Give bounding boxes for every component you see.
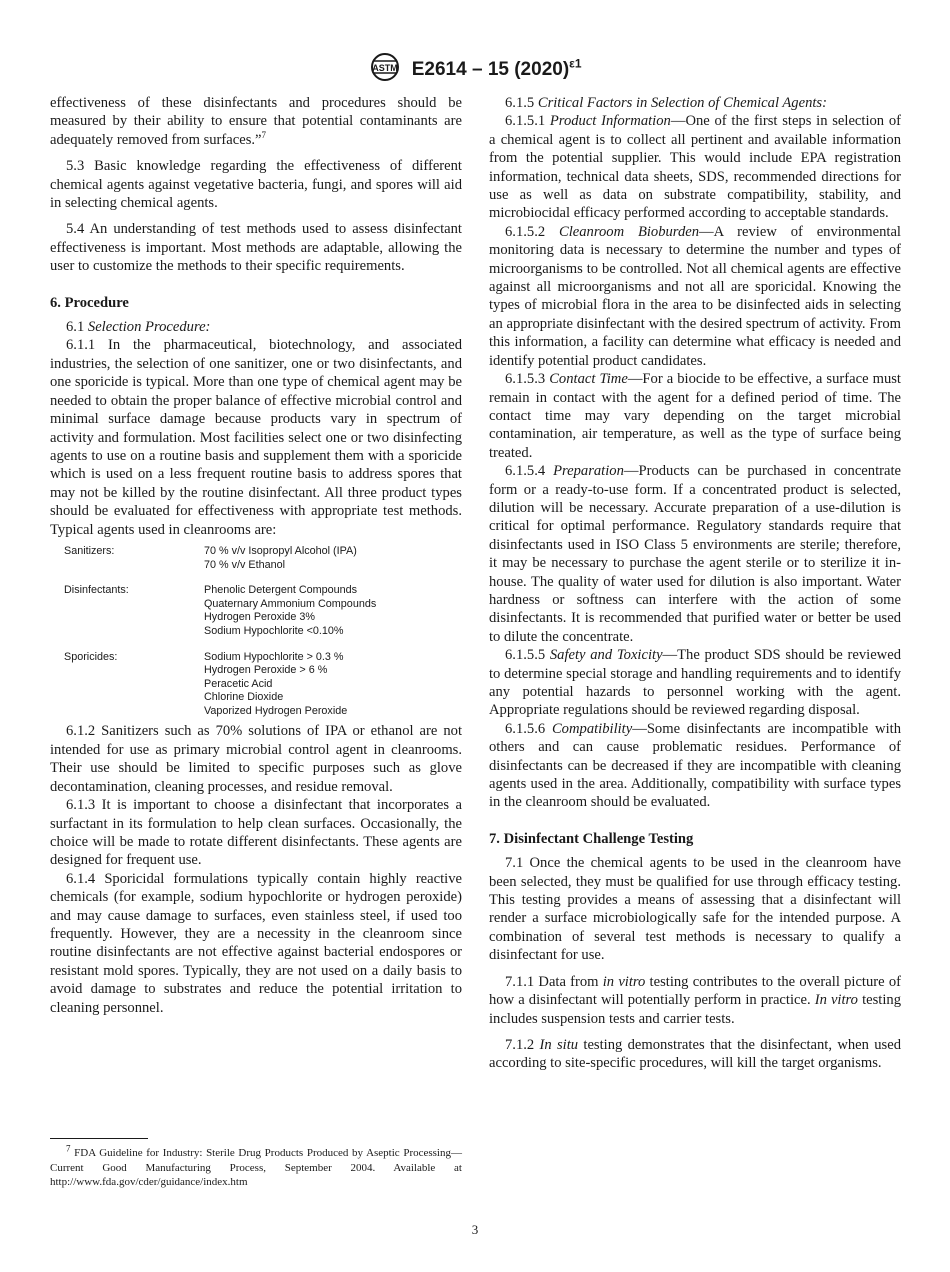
paragraph-continued [50,94,462,149]
paragraph-6-1-3: 6.1.3 It is important to choose a disinfectant that incorporates a surfactant in its formulation to help clean surfaces. Occasionally, the choice will be made to rotate different disinfectants. These agents are designed for frequent use. [50,797,462,869]
agent-group-sanitizers [64,545,462,572]
paragraph-6-1-title: Selection Procedure: [87,319,211,336]
designation: E2614 – 15 (2020) [411,59,570,80]
paragraph-continued-text: effectiveness of these disinfectants and procedures should be measured by their ability to ensure that potential contaminants are adequately removed from surfaces.” [50,95,462,148]
footnote-text: FDA Guideline for Industry: Sterile Drug Products Produced by Aseptic Processing—Current Good Manufacturing Process, September 2004. Available at http://www.fda.gov/cder/guidance/index.htm [50,1147,462,1189]
paragraph-5-3: 5.3 Basic knowledge regarding the effectiveness of different chemical agents against vegetative bacteria, fungi, and spores will aid in selecting chemical agents. [50,158,462,212]
paragraph-6-1-num: 6.1 [66,319,85,336]
agent-item: Vaporized Hydrogen Peroxide [204,704,348,717]
agent-group-sporicides [64,651,462,719]
paragraph-6-1-5-2: 6.1.5.2 Cleanroom Bioburden—A review of environmental monitoring data is necessary to determine the number and types of microorganisms to be controlled. Not all chemical agents are effective against all microorganisms and not all are sporicidal. Knowing the types of microbial flora in the area to be disinfected aids in selecting an appropriate disinfectant with the desired spectrum of activity. From this information, a facility can determine what efficacy is needed and identify potential product candidates. [489,223,901,369]
paragraph-6-1-5-1: 6.1.5.1 Product Information—One of the first steps in selection of a chemical agent is to collect all pertinent and available information from the potential supplier. This would include EPA registration information, technical data sheets, SDS, recommended directions for use as well as data on substrate compatibility, stability, and microbiocidal efficacy performed according to acceptable standards. [489,113,901,222]
agent-group-disinfectants [64,584,462,638]
astm-logo-icon [368,52,402,88]
paragraph-6-1 [50,318,462,336]
designation-epsilon: ε1 [569,56,582,71]
agent-item: Sodium Hypochlorite <0.10% [204,624,344,637]
footnote-number: 7 [66,1143,71,1154]
agent-item: Phenolic Detergent Compounds [204,584,358,597]
page-number: 3 [471,1222,479,1237]
agents-table [64,545,462,719]
paragraph-6-1-4: 6.1.4 Sporicidal formulations typically contain highly reactive chemicals (for example, sodium hypochlorite or hydrogen peroxide) and may cause damage to surfaces, even stainless steel, if used too frequently. However, they are a necessity in the cleanroom since routine disinfectants are not effective against bacterial endospores or resistant mold spores. Typically, they are not used on a daily basis to avoid damage to substrates and reduce the potential irritation to cleaning personnel. [50,870,462,1016]
agent-item: Quaternary Ammonium Compounds [204,597,377,610]
agent-item: Hydrogen Peroxide > 6 % [204,664,328,677]
footnote-ref-7[interactable]: 7 [261,129,267,140]
right-column [489,94,901,1073]
paragraph-6-1-5-6: 6.1.5.6 Compatibility—Some disinfectants are incompatible with others and can cause problematic residues. Performance of disinfectants can be decreased if they are incompatible with cleaning agents used in the area. Additionally, compatibility with surface types in the cleanroom should be evaluated. [489,720,901,811]
agent-category: Sporicides: [64,650,118,663]
paragraph-6-1-5: 6.1.5 Critical Factors in Selection of Chemical Agents: [505,95,827,111]
agent-item: Sodium Hypochlorite > 0.3 % [204,650,344,663]
agent-category: Disinfectants: [64,584,129,597]
astm-logo-text: ASTM [372,63,399,73]
agent-item: Hydrogen Peroxide 3% [204,611,316,624]
section-heading-7: 7. Disinfectant Challenge Testing [489,830,694,847]
section-heading-6: 6. Procedure [50,294,129,311]
agent-item: 70 % v/v Isopropyl Alcohol (IPA) [204,544,357,557]
footnote-7 [50,1143,462,1190]
left-column [50,94,462,1017]
footnote-divider [50,1138,148,1139]
page-header [0,52,950,88]
paragraph-6-1-5-4: 6.1.5.4 Preparation—Products can be purchased in concentrate form or a ready-to-use form. If a concentrated product is selected, dilution will be necessary. Accurate preparation of a use-dilution is critical for optimal performance. Regulatory standards require that disinfectants used in ISO Class 5 environments are sterile; therefore, it may be necessary to purchase the agent sterile or to sterilize it in-house. The quality of water used for dilution is also important. Water hardness or softness can interfere with the action of some disinfectants. It is recommended that purified water or better be used to dilute the concentrate. [489,463,901,645]
paragraph-7-1-1: 7.1.1 Data from in vitro testing contributes to the overall picture of how a disinfectant will potentially perform in practice. In vitro testing includes suspension tests and carrier tests. [489,973,901,1027]
agent-item: 70 % v/v Ethanol [204,558,286,571]
agent-item: Peracetic Acid [204,677,273,690]
agent-item: Chlorine Dioxide [204,691,284,704]
paragraph-6-1-1: 6.1.1 In the pharmaceutical, biotechnology, and associated industries, the selection of one sanitizer, one or two disinfectants, and one sporicide is typical. More than one type of chemical agent may be needed to obtain the proper balance of effective microbial control and minimal surface damage because products vary in spectrum of activity and formulation. Most facilities select one or two disinfecting agents to use on a routine basis and supplement them with a sporicide which is used on a less frequent routine basis to address spores that may not be killed by the routine disinfectant. All three product types should be evaluated for effectiveness with appropriate test methods. Typical agents used in cleanrooms are: [50,337,462,538]
paragraph-7-1-2: 7.1.2 In situ testing demonstrates that the disinfectant, when used according to site-specific procedures, will kill the target organisms. [489,1036,902,1072]
paragraph-5-4: 5.4 An understanding of test methods used to assess disinfectant effectiveness is important. Most methods are adaptable, allowing the user to customize the methods to their specific requirements. [50,221,462,275]
agent-category: Sanitizers: [64,544,115,557]
paragraph-6-1-2: 6.1.2 Sanitizers such as 70% solutions of IPA or ethanol are not intended for use as primary microbial control agent in cleanrooms. Their use should be limited to specific purposes such as glove decontamination, cleaning processes, and residue removal. [50,723,462,795]
paragraph-7-1: 7.1 Once the chemical agents to be used in the cleanroom have been selected, they must be qualified for use through efficacy testing. This testing provides a means of assessing that a disinfectant will render a surface microbiologically safe for the intended purpose. A combination of several test methods is necessary to qualify a disinfectant for use. [489,855,901,964]
paragraph-6-1-5-5: 6.1.5.5 Safety and Toxicity—The product SDS should be reviewed to determine special storage and handling requirements and to identify any potential hazards to personnel working with the agent. Appropriate regulations should be reviewed regarding disposal. [489,647,901,719]
paragraph-6-1-5-3: 6.1.5.3 Contact Time—For a biocide to be effective, a surface must remain in contact with the agent for a defined period of time. The contact time may vary depending on the target microbial contamination, air temperature, as well as the type of surface being treated. [489,371,901,461]
